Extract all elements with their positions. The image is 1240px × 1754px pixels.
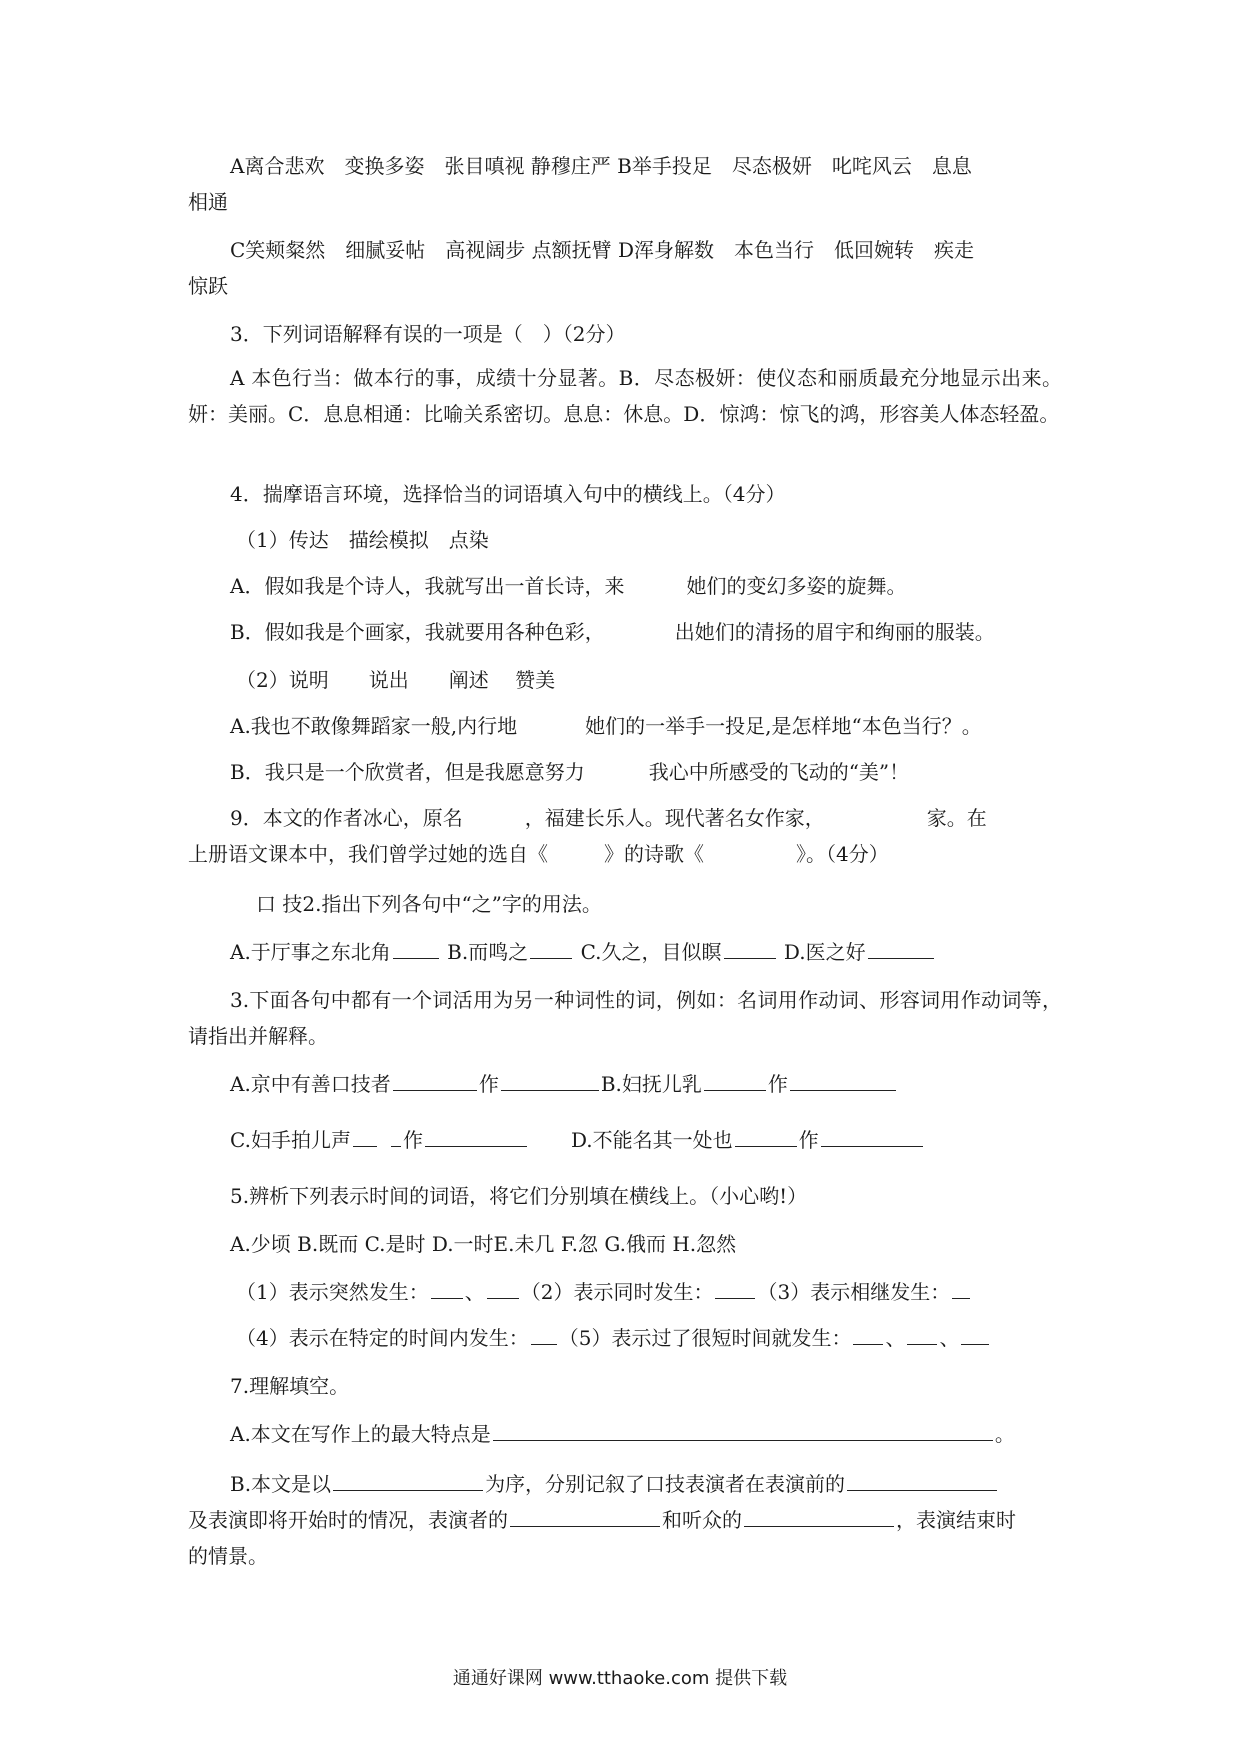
answer-line[interactable] (790, 1070, 896, 1091)
text: 、 (464, 1280, 485, 1304)
text: 及表演即将开始时的情况，表演者的 (188, 1508, 508, 1532)
answer-line[interactable] (510, 1506, 660, 1527)
text: B.而鸣之 (447, 940, 529, 964)
kouji-question-2-items (188, 934, 1104, 970)
answer-line[interactable] (704, 1070, 766, 1091)
text: 她们的一举手一投足,是怎样地“本色当行？。 (585, 714, 982, 738)
text: （2）说明 说出 阐述 赞美 (236, 668, 556, 692)
options-line-1 (188, 148, 1104, 184)
text: 3．下列词语解释有误的一项是（ ）（2分） (230, 322, 626, 346)
answer-line[interactable] (493, 1420, 993, 1441)
blank (517, 713, 585, 733)
text: （2）表示同时发生： (520, 1280, 714, 1304)
text: 4．揣摩语言环境，选择恰当的词语填入句中的横线上。（4分） (230, 482, 786, 506)
text: D.医之好 (783, 940, 866, 964)
text: A.本文在写作上的最大特点是 (230, 1422, 491, 1446)
text: 》。（4分） (796, 842, 889, 866)
text: D.不能名其一处也 (570, 1128, 733, 1152)
answer-line[interactable] (333, 1470, 483, 1491)
text: 作 (767, 1072, 788, 1096)
answer-line[interactable] (847, 1470, 997, 1491)
answer-line[interactable] (391, 1126, 401, 1147)
blank (624, 573, 686, 593)
answer-line[interactable] (393, 1070, 477, 1091)
question-4 (188, 476, 1104, 512)
text: A 本色行当：做本行的事，成绩十分显著。B．尽态极妍：使仪态和丽质最充分地显示出来。妍：美丽。C．息息相通：比喻关系密切。息息：休息。D．惊鸿：惊飞的鸿，形容美人体态轻盈。 (188, 366, 1062, 426)
answer-line[interactable] (853, 1324, 883, 1345)
kouji-question-7-b-end (188, 1538, 1062, 1574)
text: 和听众的 (662, 1508, 742, 1532)
text: （1）表示突然发生： (236, 1280, 429, 1304)
question-9-cont (188, 836, 1062, 872)
footer-download-note: 通通好课网 www.tthaoke.com 提供下载 (452, 1668, 788, 1689)
blank (463, 805, 525, 825)
text: 作 (478, 1072, 499, 1096)
kouji-question-5-row-2 (188, 1320, 1110, 1356)
answer-line[interactable] (431, 1278, 463, 1299)
gap (379, 1127, 389, 1147)
text: A．假如我是个诗人，我就写出一首长诗，来 (230, 574, 625, 598)
text: 作 (402, 1128, 423, 1152)
answer-line[interactable] (715, 1278, 755, 1299)
text: 、 (885, 1326, 906, 1350)
question-4-words-2 (188, 662, 1110, 698)
answer-line[interactable] (952, 1278, 970, 1299)
text: 口 技2.指出下列各句中“之”字的用法。 (256, 892, 602, 916)
text: B.本文是以 (230, 1472, 332, 1496)
answer-line[interactable] (868, 938, 934, 959)
options-line-2-cont (188, 268, 1062, 304)
options-line-1-cont (188, 184, 1062, 220)
blank (585, 759, 649, 779)
answer-line[interactable] (393, 938, 439, 959)
text: 3.下面各句中都有一个词活用为另一种词性的词，例如：名词用作动词、形容词用作动词等，请指出并解释。 (188, 988, 1062, 1048)
answer-line[interactable] (724, 938, 776, 959)
kouji-question-5 (188, 1178, 1104, 1214)
text: A.我也不敢像舞蹈家一般,内行地 (230, 714, 518, 738)
text: （5）表示过了很短时间就发生： (558, 1326, 852, 1350)
answer-line[interactable] (821, 1126, 923, 1147)
question-4-a (188, 568, 1104, 604)
text: ，表演结束时 (896, 1508, 1016, 1532)
gap (529, 1127, 571, 1147)
blank (704, 841, 796, 861)
text: 9．本文的作者冰心，原名 (230, 806, 463, 830)
question-4-d (188, 754, 1104, 790)
text: 的情景。 (188, 1544, 268, 1568)
text: 作 (798, 1128, 819, 1152)
answer-line[interactable] (530, 938, 572, 959)
text: 上册语文课本中，我们曾学过她的选自《 (188, 842, 548, 866)
question-4-b (188, 614, 1104, 650)
text: A.京中有善口技者 (230, 1072, 391, 1096)
text: 她们的变幻多姿的旋舞。 (686, 574, 907, 598)
text: 我心中所感受的飞动的“美”！ (648, 760, 910, 784)
text: C.久之，目似瞑 (580, 940, 722, 964)
kouji-question-3 (188, 982, 1062, 1054)
text: 相通 (188, 190, 228, 214)
kouji-question-7 (188, 1368, 1104, 1404)
answer-line[interactable] (425, 1126, 527, 1147)
text: （3）表示相继发生： (757, 1280, 951, 1304)
options-line-2 (188, 232, 1104, 268)
text: 。 (994, 1422, 1015, 1446)
text: 为序，分别记叙了口技表演者在表演前的 (485, 1472, 846, 1496)
kouji-question-3-cd (188, 1122, 1104, 1158)
blank (605, 619, 675, 639)
blank (825, 805, 927, 825)
answer-line[interactable] (744, 1506, 894, 1527)
answer-line[interactable] (487, 1278, 519, 1299)
text: A离合悲欢 变换多姿 张目嗔视 静穆庄严 B举手投足 尽态极妍 叱咤风云 息息 (230, 154, 972, 178)
text: B．假如我是个画家，我就要用各种色彩， (230, 620, 605, 644)
kouji-question-7-b (188, 1466, 1104, 1502)
kouji-question-2 (188, 886, 1130, 922)
answer-line[interactable] (353, 1126, 377, 1147)
kouji-question-5-options (188, 1226, 1104, 1262)
answer-line[interactable] (735, 1126, 797, 1147)
kouji-question-7-a (188, 1416, 1104, 1452)
question-4-words-1 (188, 522, 1110, 558)
blank (548, 841, 604, 861)
answer-line[interactable] (501, 1070, 599, 1091)
question-9 (188, 800, 1104, 836)
text: 7.理解填空。 (230, 1374, 350, 1398)
kouji-question-5-row-1 (188, 1274, 1110, 1310)
text: 》的诗歌《 (604, 842, 704, 866)
answer-line[interactable] (531, 1324, 557, 1345)
text: 家。在 (926, 806, 987, 830)
text: 惊跃 (188, 274, 228, 298)
answer-line[interactable] (907, 1324, 937, 1345)
text: A.少顷 B.既而 C.是时 D.一时E.未几 F.忽 G.俄而 H.忽然 (230, 1232, 737, 1256)
text: （4）表示在特定的时间内发生： (236, 1326, 529, 1350)
text: 出她们的清扬的眉宇和绚丽的服装。 (674, 620, 995, 644)
text: 5.辨析下列表示时间的词语，将它们分别填在横线上。（小心哟!） (230, 1184, 808, 1208)
text: （1）传达 描绘模拟 点染 (236, 528, 489, 552)
text: B.妇抚儿乳 (600, 1072, 702, 1096)
kouji-question-7-b-cont (188, 1502, 1062, 1538)
text: A.于厅事之东北角 (230, 940, 391, 964)
text: C.妇手拍儿声 (230, 1128, 351, 1152)
text: B．我只是一个欣赏者，但是我愿意努力 (230, 760, 585, 784)
text: 、 (939, 1326, 960, 1350)
text: C笑颊粲然 细腻妥帖 高视阔步 点额抚臂 D浑身解数 本色当行 低回婉转 疾走 (230, 238, 975, 262)
question-3-body (188, 360, 1062, 432)
answer-line[interactable] (961, 1324, 989, 1345)
kouji-question-3-ab (188, 1066, 1104, 1102)
text: ，福建长乐人。现代著名女作家， (524, 806, 825, 830)
question-3 (188, 316, 1104, 352)
question-4-c (188, 708, 1104, 744)
